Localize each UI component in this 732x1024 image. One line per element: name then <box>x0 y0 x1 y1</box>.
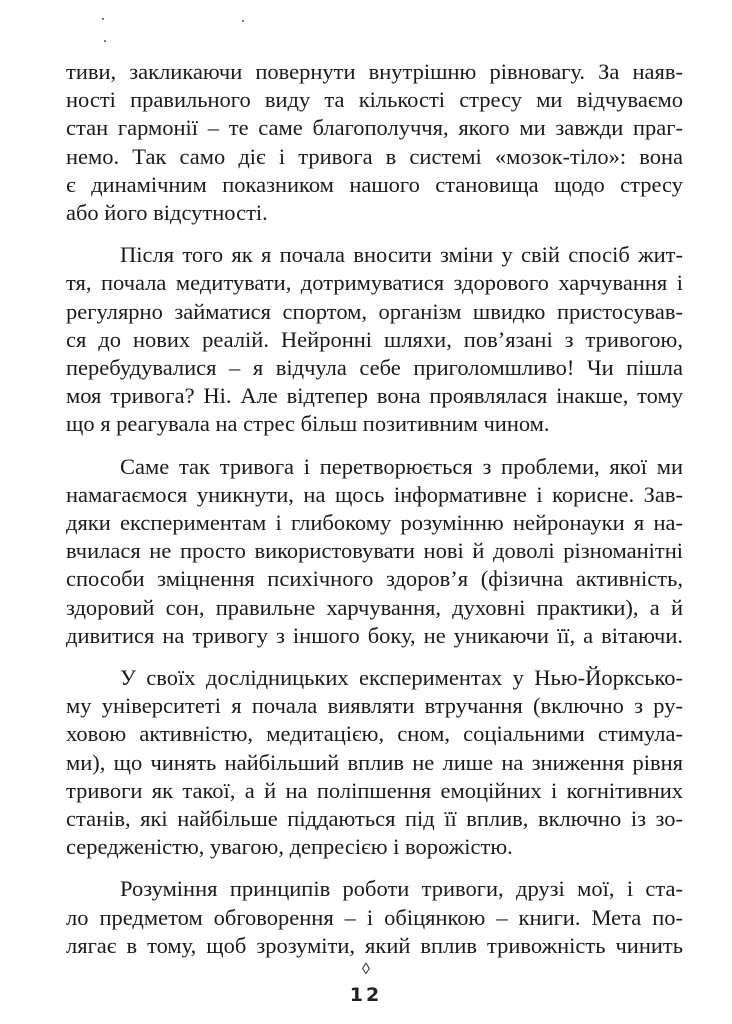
text-line: Саме так тривога і перетворюється з проблеми, якої ми <box>120 453 683 479</box>
scan-speck <box>102 18 104 20</box>
text-line: лягає в тому, щоб зрозуміти, який вплив тривожність чинить <box>66 932 683 958</box>
paragraph <box>66 241 683 438</box>
text-line: є динамічним показником нашого становища щодо стресу <box>66 171 683 197</box>
text-line: дивитися на тривогу з іншого боку, не уникаючи її, а вітаючи. <box>66 622 683 648</box>
scan-speck <box>242 20 244 22</box>
text-line: стан гармонії – те саме благополуччя, якого ми завжди праг- <box>66 115 683 141</box>
text-line: моя тривога? Ні. Але відтепер вона проявлялася інакше, тому <box>66 383 683 409</box>
text-line: середженістю, увагою, депресією і ворожістю. <box>66 834 513 860</box>
text-line: тривоги як такої, а й на поліпшення емоційних і когнітивних <box>66 777 683 803</box>
text-line: що я реагувала на стрес більш позитивним чином. <box>66 411 550 437</box>
text-line: Розуміння принципів роботи тривоги, друзі мої, і ста- <box>120 876 683 902</box>
text-line: Після того як я почала вносити зміни у свій спосіб жит- <box>120 242 683 268</box>
text-line: У своїх дослідницьких експериментах у Нью-Йорксько- <box>120 665 683 691</box>
paragraph <box>66 875 683 960</box>
paragraph <box>66 453 683 650</box>
text-line: дяки експериментам і глибокому розумінню нейронауки я на- <box>66 510 683 536</box>
text-line: ності правильного виду та кількості стресу ми відчуваємо <box>66 87 683 113</box>
text-line: тиви, закликаючи повернути внутрішню рівновагу. За наяв- <box>66 59 683 84</box>
text-line: здоровий сон, правильне харчування, духовні практики), а й <box>66 594 683 620</box>
text-line: ми), що чинять найбільший вплив не лише на зниження рівня <box>66 749 683 775</box>
page-body <box>66 58 683 974</box>
page-number: 12 <box>349 984 383 1006</box>
text-line: немо. Так само діє і тривога в системі «мозок-тіло»: вона <box>66 143 683 169</box>
text-line: вчилася не просто використовувати нові й доволі різноманітні <box>66 538 683 564</box>
paragraph <box>66 58 683 227</box>
diamond-ornament-icon: ◊ <box>362 961 370 978</box>
page-footer <box>0 962 732 1006</box>
text-line: ховою активністю, медитацією, сном, соціальними стимула- <box>66 721 683 747</box>
text-line: або його відсутності. <box>66 200 268 226</box>
text-line: намагаємося уникнути, на щось інформативне і корисне. Зав- <box>66 481 683 507</box>
text-line: му університеті я почала виявляти втручання (включно з ру- <box>66 693 683 719</box>
text-line: ся до нових реалій. Нейронні шляхи, пов’язані з тривогою, <box>66 326 683 352</box>
text-line: перебудувалися – я відчула себе приголомшливо! Чи пішла <box>66 355 683 381</box>
text-line: регулярно займатися спортом, організм швидко пристосував- <box>66 298 683 324</box>
scan-speck <box>104 40 106 42</box>
text-line: способи зміцнення психічного здоров’я (фізична активність, <box>66 566 683 592</box>
text-line: тя, почала медитувати, дотримуватися здорового харчування і <box>66 270 683 296</box>
text-line: станів, які найбільше піддаються під її вплив, включно із зо- <box>66 806 683 832</box>
paragraph <box>66 664 683 861</box>
text-line: ло предметом обговорення – і обіцянкою – книги. Мета по- <box>66 904 683 930</box>
